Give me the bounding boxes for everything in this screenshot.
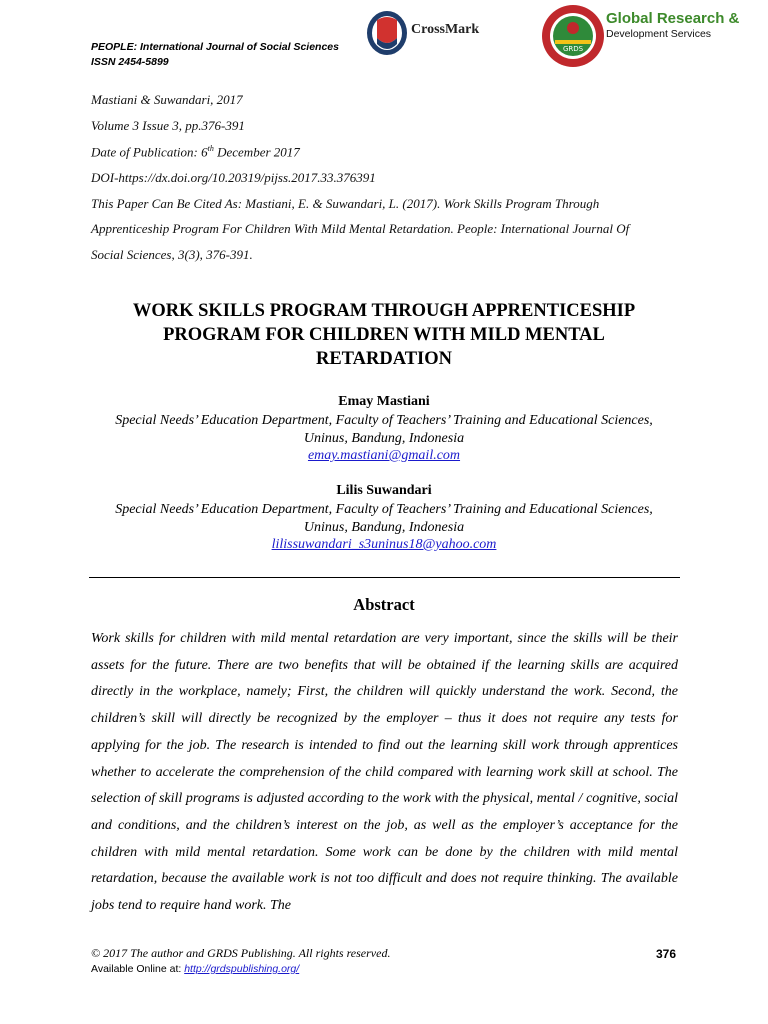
journal-header (91, 40, 339, 70)
citation-line-3: Social Sciences, 3(3), 376-391. (91, 247, 253, 262)
citation-doi[interactable]: DOI-https://dx.doi.org/10.20319/pijss.2017.33.376391 (91, 170, 376, 185)
footer-availability: Available Online at: http://grdspublishing.org/ (91, 963, 300, 975)
section-divider (89, 577, 680, 578)
abstract-body: Work skills for children with mild mental retardation are very important, since the skills will be their assets for the future. There are two benefits that will be obtained if the learning skills are acquired directly in the workplace, namely; First, the children will quickly understand the work. Second, the children’s skill will directly be recognized by the employer – thus it does not require any tests for applying for the job. The research is intended to find out the learning skill work through apprentices whether to accelerate the comprehension of the child compared with learning work skill at school. The selection of skill programs is adjusted according to the work with the physical, mental / cognitive, social and conditions, and the children’s interest on the job, as well as the employer’s acceptance for the children with mild mental retardation. Some work can be done by the children with mild mental retardation, because the available work is not too difficult and does not require thinking. The available jobs tend to require hand work. The (91, 631, 678, 914)
citation-authors: Mastiani & Suwandari, 2017 (91, 92, 243, 107)
citation-line-2: Apprenticeship Program For Children With Mild Mental Retardation. People: International Journal Of (91, 221, 630, 236)
citation-date: Date of Publication: 6th December 2017 (91, 144, 300, 160)
crossmark-icon[interactable] (366, 10, 408, 56)
journal-name: PEOPLE: International Journal of Social Sciences (91, 41, 339, 53)
footer-copyright: © 2017 The author and GRDS Publishing. All rights reserved. (91, 946, 391, 960)
author-email-1[interactable]: emay.mastiani@gmail.com (307, 448, 461, 463)
abstract-heading: Abstract (353, 595, 415, 614)
footer-url-link[interactable]: http://grdspublishing.org/ (184, 963, 300, 975)
author-email-2[interactable]: lilissuwandari_s3uninus18@yahoo.com (271, 537, 497, 552)
author-name-1: Emay Mastiani (338, 394, 430, 409)
journal-issn: ISSN 2454-5899 (91, 56, 169, 68)
paper-title: WORK SKILLS PROGRAM THROUGH APPRENTICESHIP PROGRAM FOR CHILDREN WITH MILD MENTAL RETARDATION (132, 301, 636, 369)
publisher-subtitle: Development Services (606, 28, 712, 40)
crossmark-label: CrossMark (411, 22, 480, 37)
author-affiliation-1: Special Needs’ Education Department, Faculty of Teachers’ Training and Educational Sciences, Uninus, Bandung, Indonesia (115, 413, 653, 446)
citation-line-1: This Paper Can Be Cited As: Mastiani, E. & Suwandari, L. (2017). Work Skills Program Through (91, 196, 600, 211)
svg-text:GRDS: GRDS (562, 45, 584, 53)
page-number: 376 (656, 947, 677, 961)
author-name-2: Lilis Suwandari (336, 483, 432, 498)
author-affiliation-2: Special Needs’ Education Department, Faculty of Teachers’ Training and Educational Sciences, Uninus, Bandung, Indonesia (115, 502, 653, 535)
publisher-name: Global Research & (606, 10, 740, 27)
grds-logo-icon (541, 4, 605, 68)
citation-volume: Volume 3 Issue 3, pp.376-391 (91, 118, 245, 133)
